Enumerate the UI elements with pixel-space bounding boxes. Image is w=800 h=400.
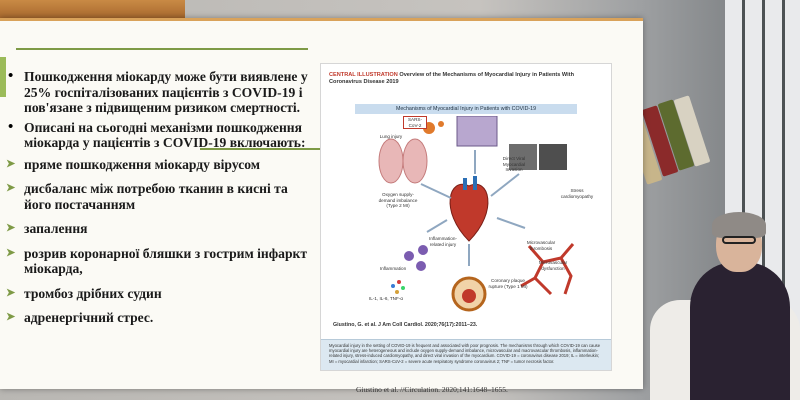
cytokine-label: IL-1, IL-6, TNF-α [369,296,403,301]
figure-subtitle: Mechanisms of Myocardial Injury in Patients with COVID-19 [355,104,577,114]
stress-cardiomyopathy-label: Stress cardiomyopathy [560,188,594,199]
inflammation-label: Inflammation [379,266,407,271]
cytokine-dot [395,290,399,294]
slide-citation: Giustino et al. //Circulation. 2020;141:1648–1655. [356,385,508,394]
bullet-item: • Пошкодження міокарду може бути виявлене у 25% госпіталізованих пацієнтів з COVID-19 і пов'язане з підвищеним ризиком смертності. [6,69,318,116]
sub-bullet-item: ➤ адренергічний стрес. [6,310,318,326]
presenter-hair [712,212,766,238]
microvascular-dysfunction-label: Microvascular dysfunction [538,260,568,271]
presenter-glasses [722,236,756,244]
presenter-body [690,262,790,400]
presentation-slide [0,18,643,389]
figure-header [329,72,603,86]
bullet-list [6,69,318,335]
cytokine-dot [391,284,395,288]
central-illustration [320,63,612,371]
cardiomyopathy-image [539,144,567,170]
cytokine-dot [397,280,401,284]
cell-shape [416,261,426,271]
coronary-lumen-shape [462,289,476,303]
virus-shape [438,121,444,127]
sub-bullet-item: ➤ розрив коронарної бляшки з гострим інфаркт міокарда, [6,246,318,277]
wooden-frame [0,0,185,18]
arrow [491,174,519,196]
figure-label: CENTRAL ILLUSTRATION [329,72,398,78]
bookshelf [636,96,714,184]
myocardial-invasion-image [457,116,497,146]
sub-bullet-item: ➤ запалення [6,221,318,237]
microvascular-thrombosis-label: Microvascular thrombosis [526,240,556,251]
sub-bullet-item: ➤ тромбоз дрібних судин [6,286,318,302]
figure-caption: Myocardial injury in the setting of COVID-19 is frequent and associated with poor prognosis. The mechanisms through which COVID-19 can cause myocardial injury are heterogeneous and include oxygen supply-demand imbalance, microvascular and macrovascular thrombosis, inflammation-related injury, stress-induced cardiomyopathy, and direct viral invasion of the myocardium. COVID-19 = coronavirus disease 2019; IL = interleukin; MI = myocardial infarction; SARS-CoV-2 = severe acute respiratory syndrome coronavirus 2; TNF = tumor necrosis factor. [321,339,611,370]
arrow [421,184,451,198]
figure-title: Overview of the Mechanisms of Myocardial Injury in Patients With Coronavirus Disease 2019 [329,72,574,85]
sars-label: SARS-CoV-2 [403,116,427,129]
arrow [427,220,447,232]
lung-injury-label: Lung injury [379,134,403,139]
bullet-item: • Описані на сьогодні механізми пошкодження міокарда у пацієнтів з COVID-19 включають: [6,120,318,151]
heart-shape [450,184,488,241]
direct-invasion-label: Direct Viral Myocardial Invasion [502,156,526,173]
lung-right-shape [403,139,427,183]
mechanism-diagram [329,116,603,316]
sub-bullet-item: ➤ дисбаланс між потребою тканин в кисні та його постачанням [6,181,318,212]
figure-citation: Giustino, G. et al. J Am Coll Cardiol. 2020;76(17):2011–23. [333,322,478,328]
lung-left-shape [379,139,403,183]
cytokine-dot [401,286,405,290]
oxygen-imbalance-label: Oxygen supply-demand imbalance (Type 2 MI) [378,192,418,209]
divider-line [16,48,308,50]
coronary-plaque-label: Coronary plaque rupture (Type 1 MI) [488,278,528,289]
inflammation-injury-label: Inflammation-related injury [429,236,457,247]
arrow [497,218,525,228]
sub-bullet-item: ➤ пряме пошкодження міокарду вірусом [6,157,318,173]
cell-shape [404,251,414,261]
